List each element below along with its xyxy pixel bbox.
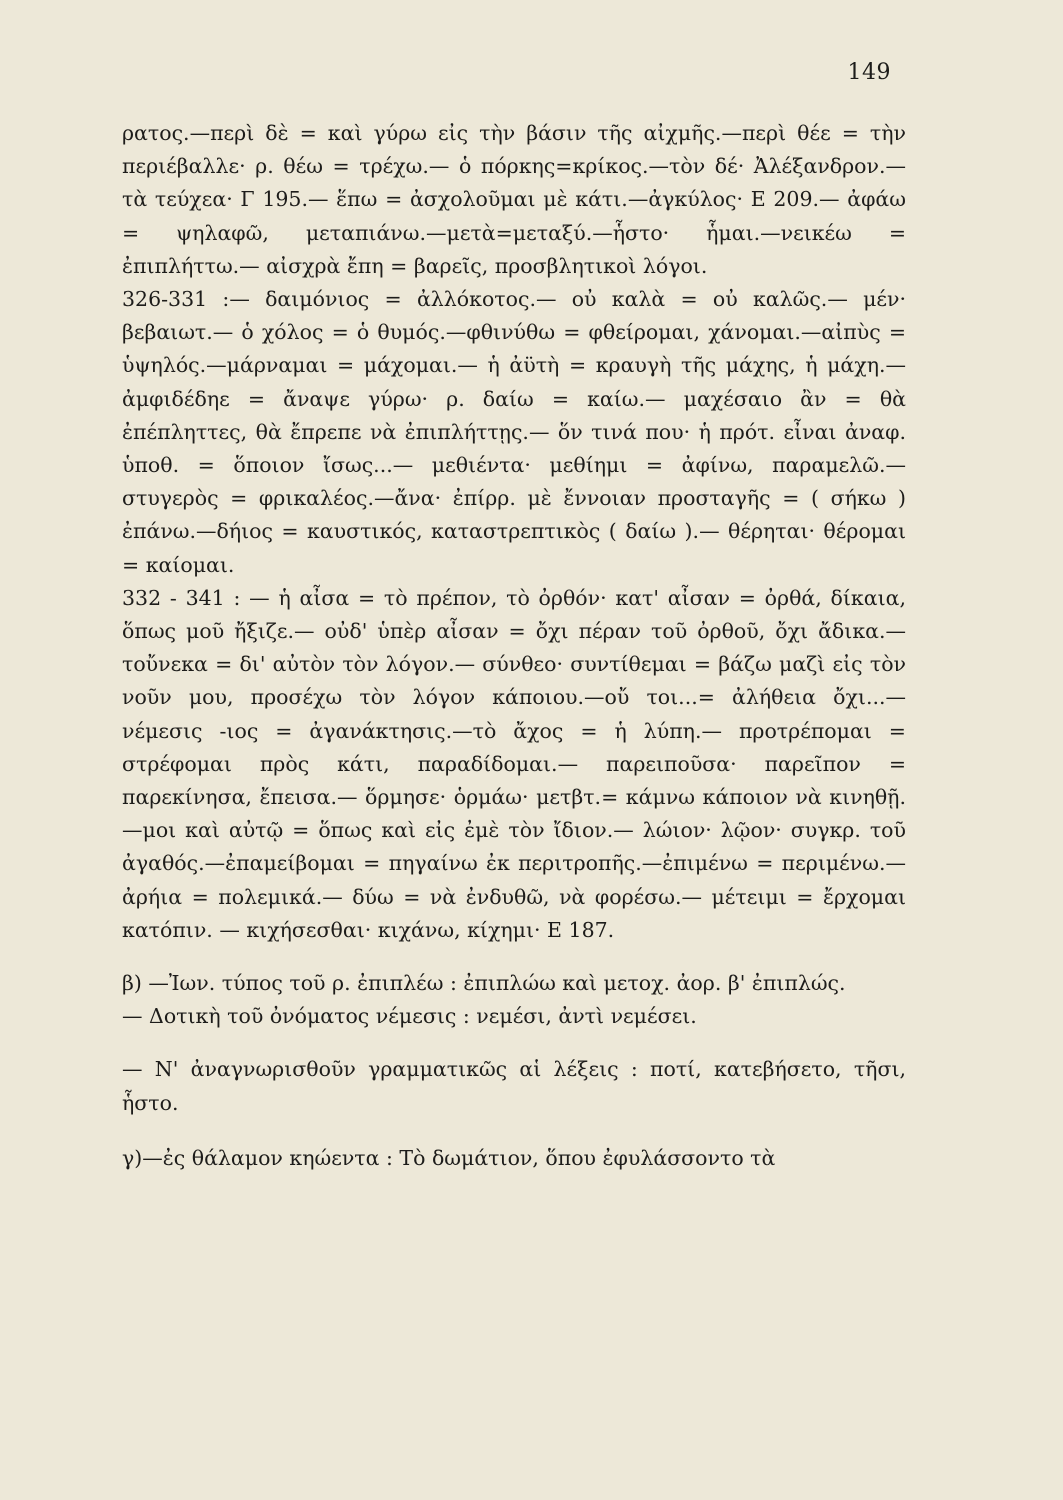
paragraph-332-341: 332 - 341 : — ἡ αἶσα = τὸ πρέπον, τὸ ὀρθόν· κατ' αἶσαν = ὀρθά, δίκαια, ὅπως μοῦ ἤξιζε.— οὐδ' ὑπὲρ αἶσαν = ὄχι πέραν τοῦ ὀρθοῦ, ὄχι ἄδικα.—τοὔνεκα = δι' αὐτὸν τὸν λόγον.— σύνθεο· συντίθεμαι = βάζω μαζὶ εἰς τὸν νοῦν μου, προσέχω τὸν λόγον κάποιου.—οὔ τοι...= ἀλήθεια ὄχι...— νέμεσις -ιος = ἀγανάκτησις.—τὸ ἄχος = ἡ λύπη.— προτρέπομαι = στρέφομαι πρὸς κάτι, παραδίδομαι.— παρειποῦσα· παρεῖπον = παρεκίνησα, ἔπεισα.— ὅρμησε· ὁρμάω· μετβτ.= κάμνω κάποιον νὰ κινηθῇ.—μοι καὶ αὐτῷ = ὅπως καὶ εἰς ἐμὲ τὸν ἴδιον.— λώιον· λῷον· συγκρ. τοῦ ἀγαθός.—ἐπαμείβομαι = πηγαίνω ἐκ περιτροπῆς.—ἐπιμένω = περιμένω.— ἀρήια = πολεμικά.— δύω = νὰ ἐνδυθῶ, νὰ φορέσω.— μέτειμι = ἔρχομαι κατόπιν. — κιχήσεσθαι· κιχάνω, κίχημι· Ε 187.	[122, 585, 906, 942]
paragraph-notes-continued: ρατος.—περὶ δὲ = καὶ γύρω εἰς τὴν βάσιν τῆς αἰχμῆς.—περὶ θέε = τὴν περιέβαλλε· ρ. θέω = τρέχω.— ὁ πόρκης=κρίκος.—τὸν δέ· Ἀλέξανδρον.— τὰ τεύχεα· Γ 195.— ἕπω = ἀσχολοῦμαι μὲ κάτι.—ἀγκύλος· Ε 209.— ἀφάω = ψηλαφῶ, μεταπιάνω.—μετὰ=μεταξύ.—ἧστο· ἧμαι.—νεικέω = ἐπιπλήττω.— αἰσχρὰ ἔπη = βαρεῖς, προσβλητικοὶ λόγοι.	[122, 121, 906, 278]
paragraph-beta: β) —Ἰων. τύπος τοῦ ρ. ἐπιπλέω : ἐπιπλώω καὶ μετοχ. ἀορ. β' ἐπιπλώς.	[122, 971, 846, 996]
paragraph-grammar-task: — Ν' ἀναγνωρισθοῦν γραμματικῶς αἱ λέξεις : ποτί, κατεβήσετο, τῆσι, ἧστο.	[122, 1057, 906, 1115]
page-number: 149	[847, 60, 891, 85]
paragraph-326-331: 326-331 :— δαιμόνιος = ἀλλόκοτος.— οὐ καλὰ = οὐ καλῶς.— μέν· βεβαιωτ.— ὁ χόλος = ὁ θυμός.—φθινύθω = φθείρομαι, χάνομαι.—αἰπὺς = ὑψηλός.—μάρναμαι = μάχομαι.— ἡ ἀϋτὴ = κραυγὴ τῆς μάχης, ἡ μάχη.— ἀμφιδέδηε = ἄναψε γύρω· ρ. δαίω = καίω.— μαχέσαιο ἂν = θὰ ἐπέπληττες, θὰ ἔπρεπε νὰ ἐπιπλήττῃς.— ὅν τινά που· ἡ πρότ. εἶναι ἀναφ. ὑποθ. = ὅποιον ἴσως...— μεθιέντα· μεθίημι = ἀφίνω, παραμελῶ.— στυγερὸς = φρικαλέος.—ἄνα· ἐπίρρ. μὲ ἔννοιαν προσταγῆς = ( σήκω ) ἐπάνω.—δήιος = καυστικός, καταστρεπτικὸς ( δαίω ).— θέρηται· θέρομαι = καίομαι.	[122, 287, 906, 577]
paragraph-dative: — Δοτικὴ τοῦ ὀνόματος νέμεσις : νεμέσι, ἀντὶ νεμέσει.	[122, 1004, 697, 1029]
paragraph-gamma: γ)—ἐς θάλαμον κηώεντα : Τὸ δωμάτιον, ὅπου ἐφυλάσσοντο τὰ	[122, 1145, 776, 1170]
page-text	[122, 117, 906, 1175]
